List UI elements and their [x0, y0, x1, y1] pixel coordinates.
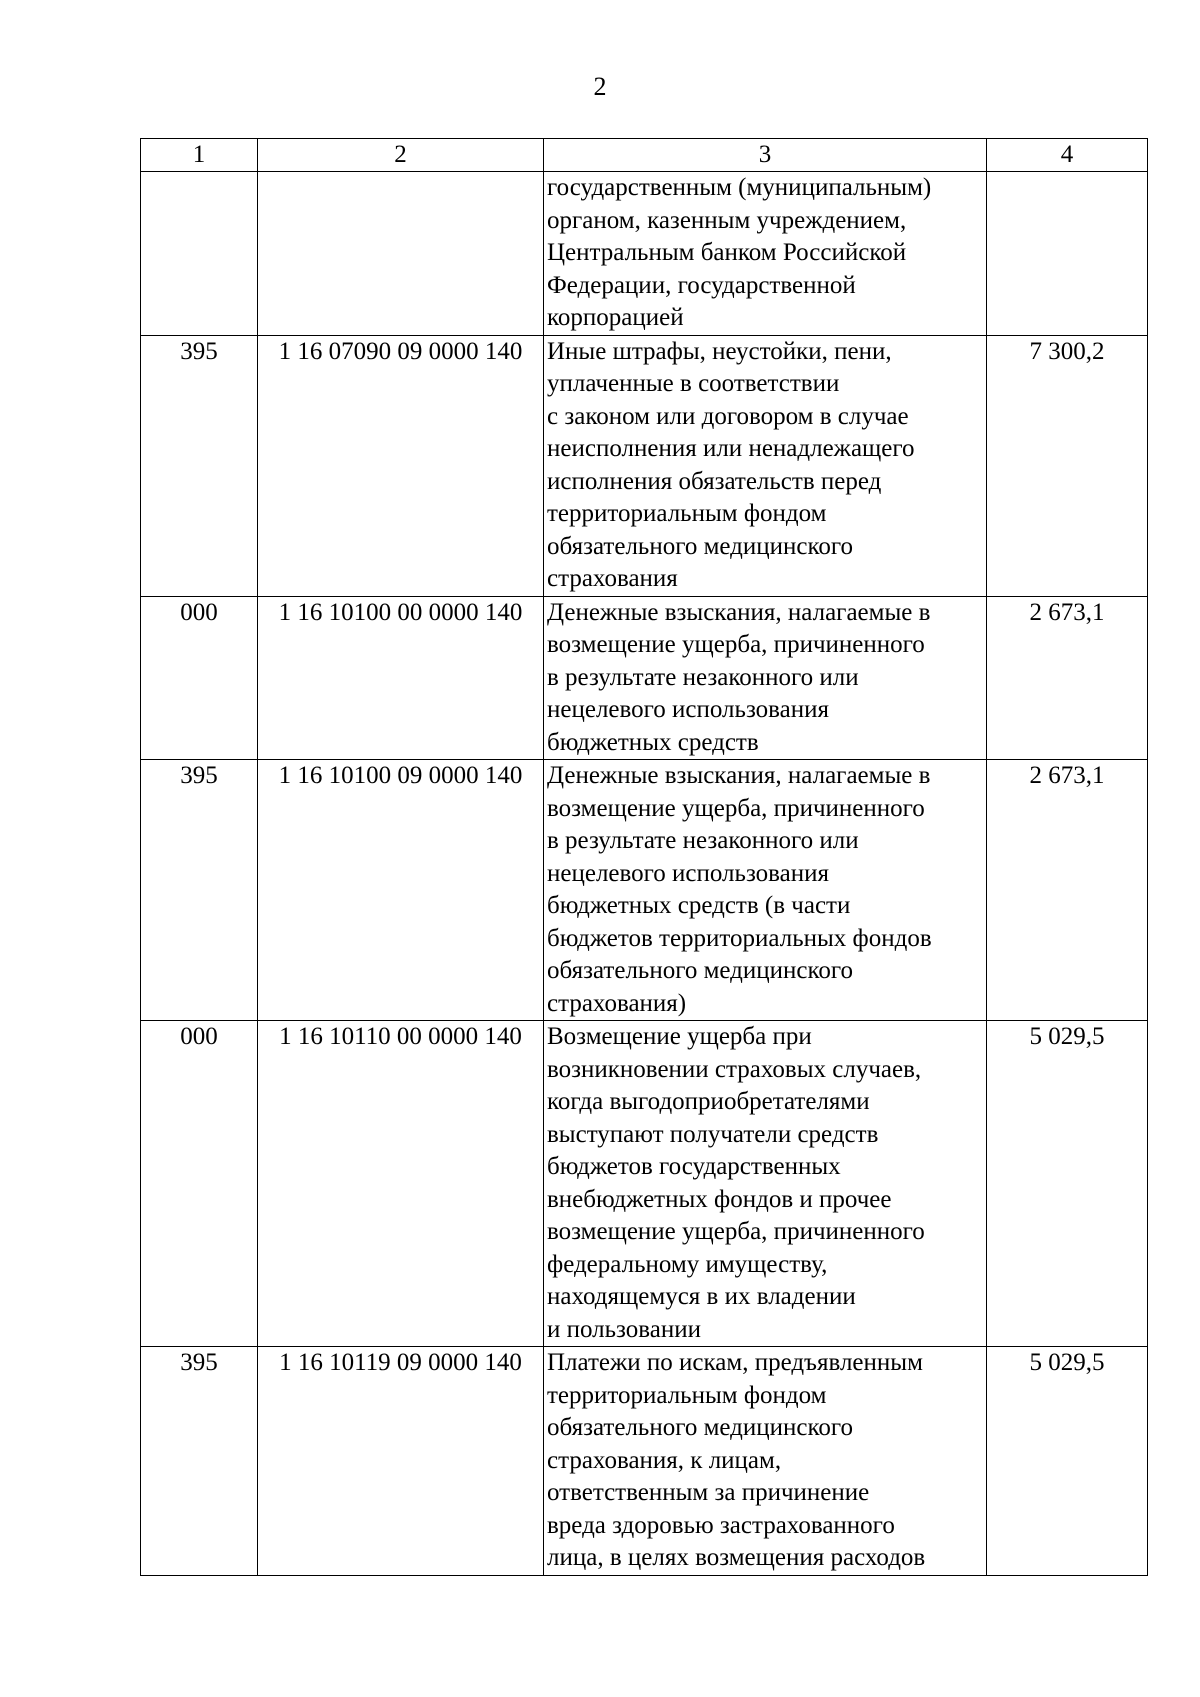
amount-cell: 5 029,5: [987, 1347, 1148, 1576]
amount-cell: [987, 172, 1148, 336]
table-row: [141, 172, 1148, 336]
amount-cell: 2 673,1: [987, 760, 1148, 1021]
page-number: 2: [593, 72, 607, 101]
header-col-4: 4: [987, 139, 1148, 172]
budget-code-cell: 1 16 10119 09 0000 140: [258, 1347, 544, 1576]
amount-cell: 2 673,1: [987, 596, 1148, 760]
budget-code-cell: [258, 172, 544, 336]
revenue-name-cell: Денежные взыскания, налагаемые в возмещение ущерба, причиненного в результате незаконного или нецелевого использования бюджетных средств: [544, 596, 987, 760]
amount-cell: 5 029,5: [987, 1021, 1148, 1347]
admin-code-cell: 395: [141, 1347, 258, 1576]
admin-code-cell: 395: [141, 335, 258, 596]
admin-code-cell: 000: [141, 596, 258, 760]
table-row: [141, 596, 1148, 760]
table-row: [141, 1347, 1148, 1576]
table-row: [141, 1021, 1148, 1347]
admin-code-cell: 395: [141, 760, 258, 1021]
table-header: [141, 139, 1148, 172]
budget-code-cell: 1 16 10100 00 0000 140: [258, 596, 544, 760]
table-row: [141, 760, 1148, 1021]
revenue-table: [140, 138, 1148, 1576]
budget-code-cell: 1 16 10100 09 0000 140: [258, 760, 544, 1021]
header-col-1: 1: [141, 139, 258, 172]
table-body: [141, 172, 1148, 1576]
revenue-name-cell: государственным (муниципальным) органом, казенным учреждением, Центральным банком Российской Федерации, государственной корпорацией: [544, 172, 987, 336]
header-row: [141, 139, 1148, 172]
amount-cell: 7 300,2: [987, 335, 1148, 596]
revenue-name-cell: Иные штрафы, неустойки, пени, уплаченные в соответствии с законом или договором в случае неисполнения или ненадлежащего исполнения обязательств перед территориальным фондом обязательного медицинского страхования: [544, 335, 987, 596]
admin-code-cell: 000: [141, 1021, 258, 1347]
revenue-name-cell: Денежные взыскания, налагаемые в возмещение ущерба, причиненного в результате незаконного или нецелевого использования бюджетных средств (в части бюджетов территориальных фондов обязательного медицинского страхования): [544, 760, 987, 1021]
header-col-2: 2: [258, 139, 544, 172]
budget-code-cell: 1 16 07090 09 0000 140: [258, 335, 544, 596]
revenue-name-cell: Платежи по искам, предъявленным территориальным фондом обязательного медицинского страхования, к лицам, ответственным за причинение вреда здоровью застрахованного лица, в целях возмещения расходов: [544, 1347, 987, 1576]
admin-code-cell: [141, 172, 258, 336]
header-col-3: 3: [544, 139, 987, 172]
budget-code-cell: 1 16 10110 00 0000 140: [258, 1021, 544, 1347]
revenue-name-cell: Возмещение ущерба при возникновении страховых случаев, когда выгодоприобретателями выступают получатели средств бюджетов государственных внебюджетных фондов и прочее возмещение ущерба, причиненного федеральному имуществу, находящемуся в их владении и пользовании: [544, 1021, 987, 1347]
table-row: [141, 335, 1148, 596]
